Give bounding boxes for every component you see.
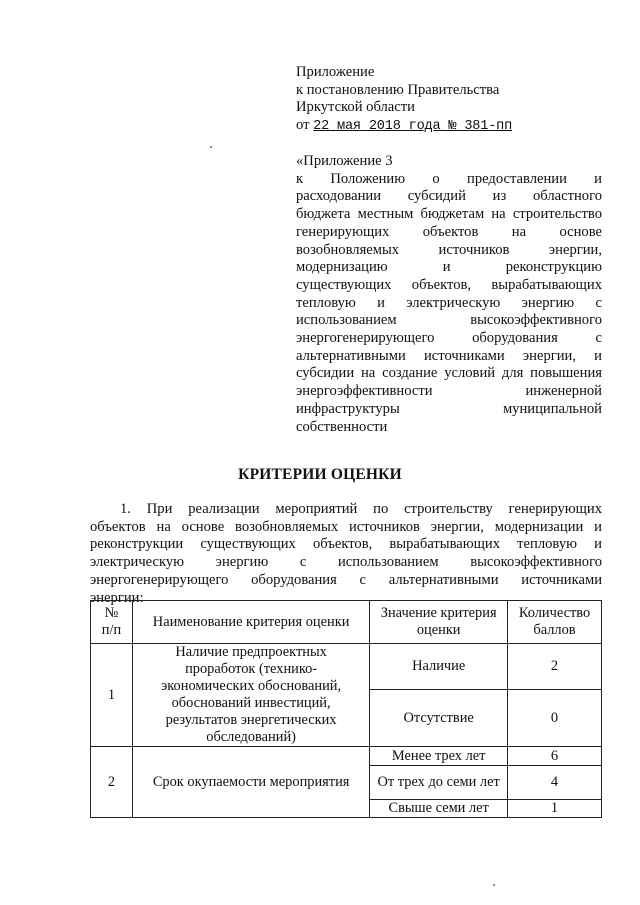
option-score: 0 (508, 690, 602, 747)
annex-line: собственности (296, 418, 388, 435)
header-num-line2: п/п (101, 622, 122, 638)
annex-line: бюджета местным бюджетам на строительство (296, 206, 602, 223)
option-score: 1 (508, 800, 602, 818)
header-value: Значение критерия оценки (370, 601, 508, 644)
table-row (91, 747, 602, 766)
annex-line: использованием высокоэффективного (296, 312, 602, 329)
option-value: От трех до семи лет (370, 766, 508, 800)
header-name: Наименование критерия оценки (132, 601, 369, 644)
option-value: Свыше семи лет (370, 800, 508, 818)
annex-line: субсидии на создание условий для повышения (296, 365, 602, 382)
header-num-line1: № (104, 605, 119, 621)
annex-line: инфраструктуры муниципальной (296, 400, 602, 417)
scan-speck (493, 884, 495, 886)
annex-line: к Положению о предоставлении и (296, 170, 602, 187)
annex-line: расходовании субсидий из областного (296, 188, 602, 205)
criteria-table (90, 600, 602, 818)
appendix-date-line (296, 117, 602, 136)
option-score: 6 (508, 747, 602, 766)
header-score: Количество баллов (508, 601, 602, 644)
header-num (91, 601, 133, 644)
date-prefix: от (296, 117, 310, 134)
appendix-line-1: Приложение (296, 64, 375, 80)
paragraph-line: энергии: (90, 589, 144, 606)
table-header-row (91, 601, 602, 644)
page-title: КРИТЕРИИ ОЦЕНКИ (238, 466, 402, 483)
scan-speck (210, 146, 212, 148)
table-row (91, 644, 602, 690)
option-score: 2 (508, 644, 602, 690)
option-value: Отсутствие (370, 690, 508, 747)
annex-line: возобновляемых источников энергии, (296, 241, 602, 258)
date-value: 22 мая 2018 года № 381-пп (313, 119, 513, 135)
appendix-line-3: Иркутской области (296, 99, 415, 116)
paragraph-line: объектов на основе возобновляемых источников энергии, модернизации и (90, 518, 602, 535)
option-value: Наличие (370, 644, 508, 690)
criteria-paragraph (90, 501, 602, 607)
row-num: 1 (91, 644, 133, 747)
annex-line: тепловую и электрическую энергию с (296, 294, 602, 311)
annex-reference (296, 153, 602, 436)
paragraph-line: электрическую энергию с использованием высокоэффективного (90, 554, 602, 571)
row-name: Наличие предпроектных проработок (технико-экономических обоснований, обоснований инвестиций, результатов энергетических обследований) (132, 644, 369, 747)
paragraph-line: 1. При реализации мероприятий по строительству генерирующих (120, 501, 602, 517)
annex-line: генерирующих объектов на основе (296, 223, 602, 240)
annex-line: модернизацию и реконструкцию (296, 259, 602, 276)
annex-line: существующих объектов, вырабатывающих (296, 276, 602, 293)
paragraph-line: реконструкции существующих объектов, вырабатывающих тепловую и (90, 536, 602, 553)
row-name: Срок окупаемости мероприятия (132, 747, 369, 818)
annex-line: энергогенерирующего оборудования с (296, 330, 602, 347)
annex-line: альтернативными источниками энергии, и (296, 347, 602, 364)
annex-line: энергоэффективности инженерной (296, 383, 602, 400)
appendix-header (296, 64, 602, 136)
option-value: Менее трех лет (370, 747, 508, 766)
appendix-line-2: к постановлению Правительства (296, 81, 500, 98)
row-num: 2 (91, 747, 133, 818)
annex-line: «Приложение 3 (296, 153, 393, 169)
option-score: 4 (508, 766, 602, 800)
paragraph-line: энергогенерирующего оборудования с альтернативными источниками (90, 571, 602, 588)
